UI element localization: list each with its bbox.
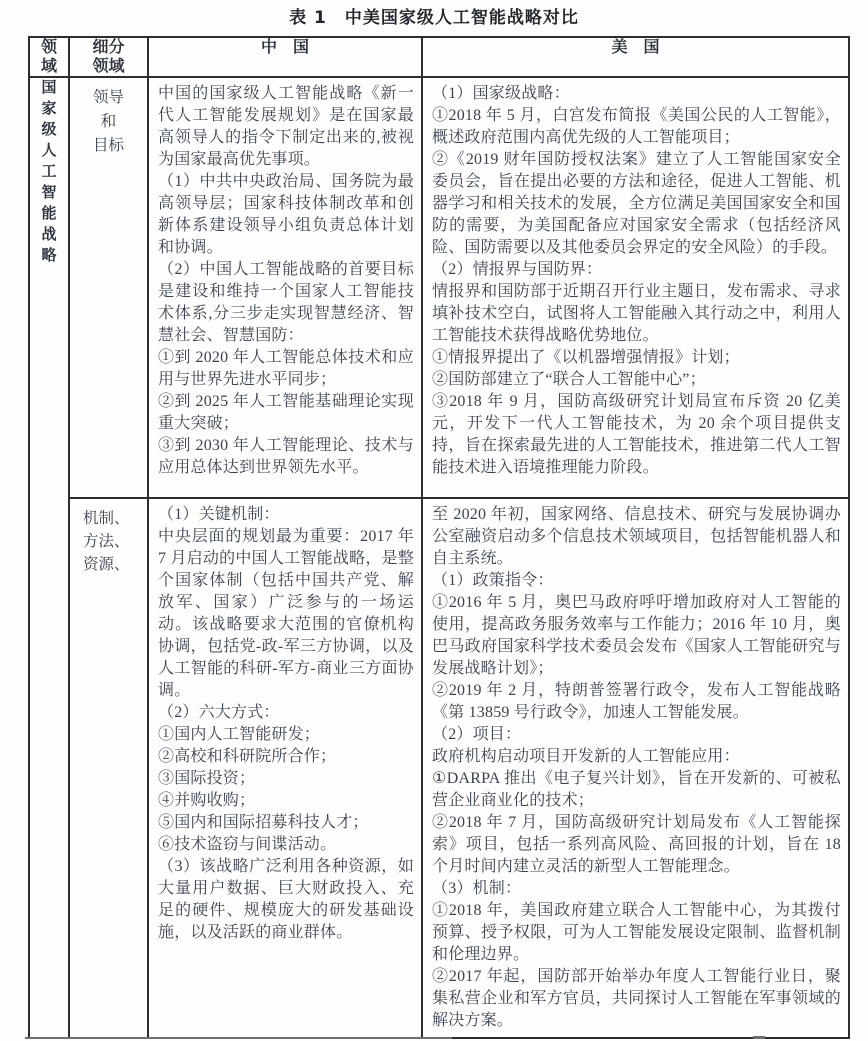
header-domain-line: 领 <box>40 39 57 56</box>
paragraph: （2）六大方式： <box>158 704 280 721</box>
paragraph: ②到 2025 年人工智能基础理论实现重大突破； <box>158 393 414 432</box>
row-mechanism-methods-resources <box>29 498 849 1038</box>
china-leadership-cell <box>148 77 422 498</box>
paragraph: ③到 2030 年人工智能理论、技术与应用总体达到世界领先水平。 <box>158 437 414 476</box>
subdomain-line: 目标 <box>92 137 124 154</box>
paragraph: 中国的国家级人工智能战略《新一代人工智能发展规划》是在国家最高领导人的指令下制定出来的,被视为国家最高优先事项。 <box>158 85 414 168</box>
paragraph: ②2019 年 2 月，特朗普签署行政令，发布人工智能战略《第 13859 号行政令》，加速人工智能发展。 <box>432 682 841 721</box>
paragraph: ①情报界提出了《以机器增强情报》计划； <box>432 349 740 366</box>
paragraph: （3）该战略广泛利用各种资源，如大量用户数据、巨大财政投入、充足的硬件、规模庞大的研发基础设施，以及活跃的商业群体。 <box>158 858 414 941</box>
paragraph: 情报界和国防部于近期召开行业主题日，发布需求、寻求填补技术空白，试图将人工智能融入其行动之中，利用人工智能技术获得战略优势地位。 <box>432 283 841 344</box>
subdomain-cell-leadership <box>69 77 148 498</box>
header-row <box>29 37 849 77</box>
usa-mechanism-cell <box>422 498 849 1038</box>
paragraph: ③国际投资； <box>158 770 256 787</box>
paragraph: ①2016 年 5 月，奥巴马政府呼吁增加政府对人工智能的使用，提高政务服务效率与工作能力；2016 年 10 月，奥巴马政府国家科学技术委员会发布《国家人工智能研究与发展战略计划》； <box>432 594 841 677</box>
table-title: 表 1 中美国家级人工智能战略对比 <box>289 8 579 28</box>
paragraph: ①DARPA 推出《电子复兴计划》，旨在开发新的、可被私营企业商业化的技术； <box>432 770 841 809</box>
paragraph: （1）中共中央政治局、国务院为最高领导层；国家科技体制改革和创新体系建设领导小组负责总体计划和协调。 <box>158 173 414 256</box>
paragraph: 政府机构启动项目开发新的人工智能应用： <box>432 748 740 765</box>
paragraph: ②高校和科研院所合作； <box>158 748 337 765</box>
subdomain-cell-mechanism <box>69 498 148 1038</box>
header-subdomain-line: 细分 <box>92 39 125 56</box>
row-leadership-and-goals <box>29 77 849 498</box>
paragraph: ②2018 年 7 月，国防高级研究计划局发布《人工智能探索》项目，包括一系列高风险、高回报的计划，旨在 18 个月时间内建立灵活的新型人工智能理念。 <box>432 814 841 875</box>
paragraph: （2）项目： <box>432 726 522 743</box>
paragraph: ①国内人工智能研发； <box>158 726 321 743</box>
paragraph: ②国防部建立了“联合人工智能中心”； <box>432 371 706 388</box>
header-usa: 美 国 <box>422 37 849 77</box>
paragraph: ②《2019 财年国防授权法案》建立了人工智能国家安全委员会，旨在提出必要的方法和途径，促进人工智能、机器学习和相关技术的发展，全方位满足美国国家安全和国防的需要，为美国配备应对国家安全需求（包括经济风险、国防需要以及其他委员会界定的安全风险）的手段。 <box>432 151 841 256</box>
paragraph: ⑥技术盗窃与间谍活动。 <box>158 836 337 853</box>
paragraph: 至 2020 年初，国家网络、信息技术、研究与发展协调办公室融资启动多个信息技术领域项目，包括智能机器人和自主系统。 <box>432 506 841 567</box>
paragraph: ④并购收购； <box>158 792 256 809</box>
usa-leadership-cell <box>422 77 849 498</box>
next-page-row-fragment <box>753 1036 765 1039</box>
paragraph: ①2018 年 5 月，白宫发布简报《美国公民的人工智能》，概述政府范围内高优先级的人工智能项目； <box>432 107 841 146</box>
paragraph: ②2017 年起，国防部开始举办年度人工智能行业日，聚集私营企业和军方官员，共同探讨人工智能在军事领域的解决方案。 <box>432 968 841 1029</box>
paragraph: 中央层面的规划最为重要：2017 年 7 月启动的中国人工智能战略，是整个国家体制（包括中国共产党、解放军、国家）广泛参与的一场运动。该战略要求大范围的官僚机构协调，包括党-政-军三方协调，以及人工智能的科研-军方-商业三方面协调。 <box>158 528 414 699</box>
domain-vertical-label: 国家级人工智能战略 <box>41 80 57 264</box>
paragraph: ①到 2020 年人工智能总体技术和应用与世界先进水平同步； <box>158 349 414 388</box>
paragraph: （3）机制： <box>432 880 522 897</box>
next-page-row-fragment <box>25 1037 452 1039</box>
subdomain-line: 资源、 <box>83 556 130 573</box>
paragraph: ⑤国内和国际招募科技人才； <box>158 814 369 831</box>
subdomain-line: 领导 <box>92 89 124 106</box>
paragraph: （2）情报界与国防界： <box>432 261 603 278</box>
domain-cell <box>29 77 69 1038</box>
paragraph: （2）中国人工智能战略的首要目标是建设和维持一个国家人工智能技术体系,分三步走实现智慧经济、智慧社会、智慧国防： <box>158 261 414 344</box>
paragraph: （1）国家级战略： <box>432 85 570 102</box>
header-domain-line: 域 <box>40 58 57 75</box>
paragraph: ①2018 年，美国政府建立联合人工智能中心，为其拨付预算、授予权限，可为人工智能发展设定限制、监督机制和伦理边界。 <box>432 902 841 963</box>
paragraph: ③2018 年 9 月，国防高级研究计划局宣布斥资 20 亿美元，开发下一代人工智能技术，为 20 余个项目提供支持，旨在探索最先进的人工智能技术，推进第二代人工智能技术进入语境推理能力阶段。 <box>432 393 841 476</box>
china-mechanism-cell <box>148 498 422 1038</box>
paragraph: （1）政策指令： <box>432 572 554 589</box>
header-domain <box>29 37 69 77</box>
header-subdomain-line: 领域 <box>92 58 125 75</box>
header-china: 中 国 <box>148 37 422 77</box>
subdomain-line: 机制、 <box>83 510 130 527</box>
paragraph: （1）关键机制： <box>158 506 280 523</box>
comparison-table <box>28 36 850 1039</box>
header-subdomain <box>69 37 148 77</box>
subdomain-line: 方法、 <box>83 533 130 550</box>
subdomain-line: 和 <box>100 113 117 130</box>
